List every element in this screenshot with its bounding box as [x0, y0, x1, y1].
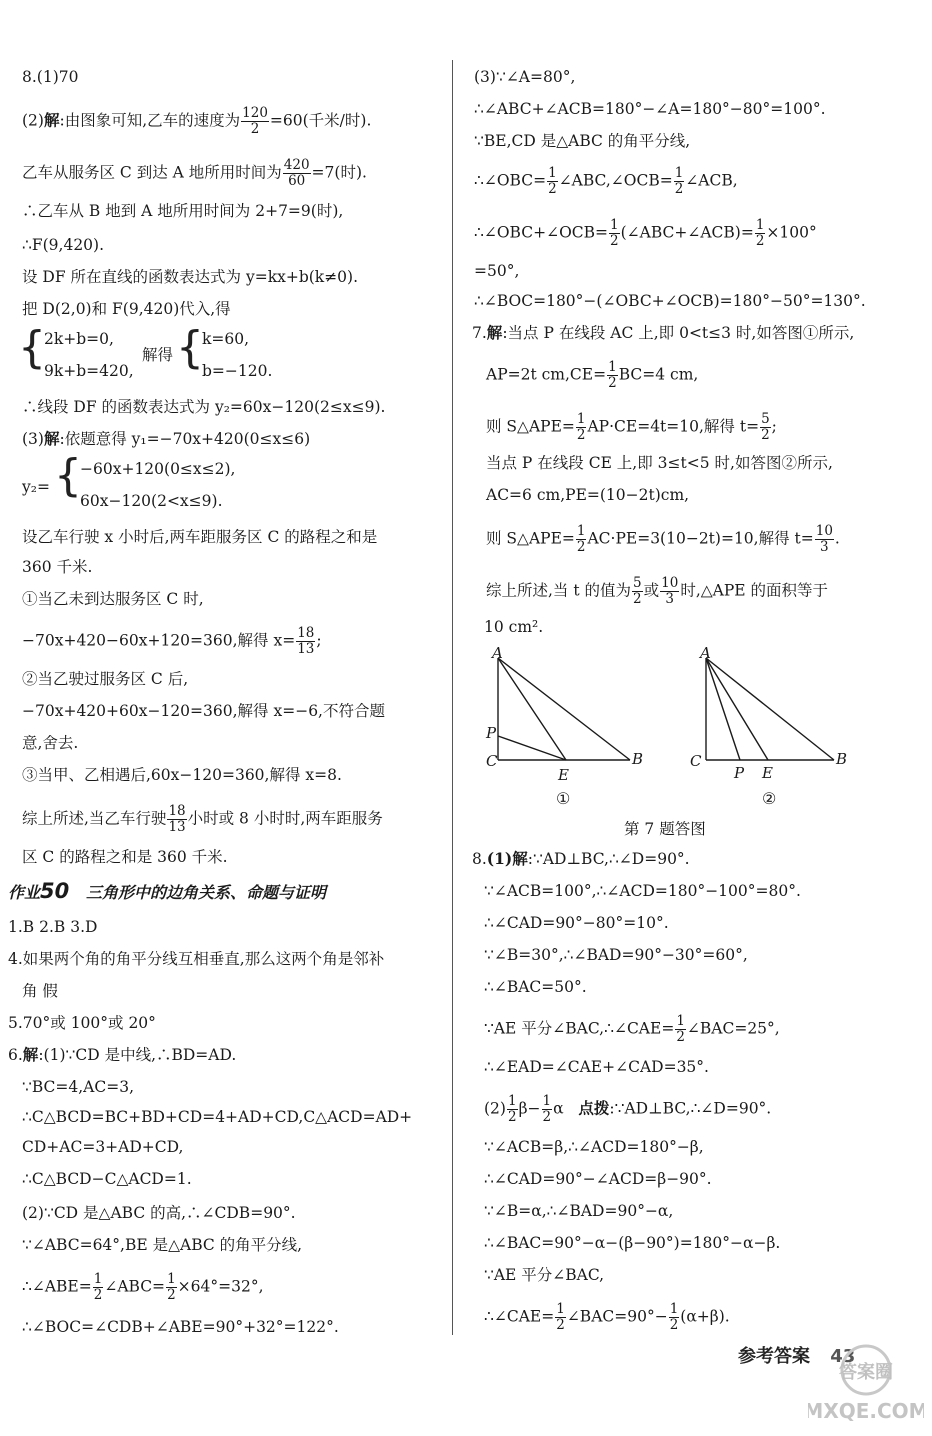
text-line: ③当甲、乙相遇后,60x−120=360,解得 x=8.: [22, 766, 342, 784]
footer-label: 参考答案: [738, 1346, 810, 1367]
text-line: (3)∵∠A=80°,: [474, 68, 576, 86]
q8-part2-line1: (2)解:由图象可知,乙车的速度为 $\frac{120}{2}$ =60(千米/时).: [22, 105, 372, 137]
text-line: ∴∠OBC+∠OCB= $\frac{1}{2}$ (∠ABC+∠ACB)= $\frac{1}{2}$ ×100°: [474, 217, 817, 249]
q6-line1: 6.解:(1)∵CD 是中线,∴BD=AD.: [8, 1045, 237, 1064]
watermark-logo: [808, 1344, 924, 1426]
text-line: ∴∠CAD=90°−80°=10°.: [484, 914, 669, 932]
label-b: B: [836, 750, 848, 768]
text-line: 当点 P 在线段 CE 上,即 3≤t<5 时,如答图②所示,: [486, 454, 833, 472]
label-a: A: [492, 644, 503, 662]
text-line: ∴线段 DF 的函数表达式为 y₂=60x−120(2≤x≤9).: [22, 398, 386, 416]
text-line: ∴C△BCD−C△ACD=1.: [22, 1170, 192, 1188]
text-line: ∴乙车从 B 地到 A 地所用时间为 2+7=9(时),: [22, 202, 344, 220]
text-line: −70x+420+60x−120=360,解得 x=−6,不符合题: [22, 702, 385, 720]
q8-part2-line2: 乙车从服务区 C 到达 A 地所用时间为 $\frac{420}{60}$ =7(时).: [22, 157, 367, 189]
text-line: 则 S△APE= $\frac{1}{2}$ AP·CE=4t=10,解得 t= $\frac{5}{2}$ ;: [486, 411, 777, 443]
fraction: $\frac{18}{13}$: [168, 803, 186, 835]
text-line: =50°,: [474, 262, 520, 280]
fraction: $\frac{120}{2}$: [242, 105, 268, 137]
text-line: 意,舍去.: [22, 734, 79, 752]
text-line: ∵∠B=α,∴∠BAD=90°−α,: [484, 1202, 674, 1220]
label-e: E: [762, 764, 773, 782]
label-e: E: [558, 766, 569, 784]
label-a: A: [700, 644, 711, 662]
text-line: ∴∠CAD=90°−∠ACD=β−90°.: [484, 1170, 712, 1188]
label-c: C: [486, 752, 498, 770]
q7-line1: 7.解:当点 P 在线段 AC 上,即 0<t≤3 时,如答图①所示,: [472, 323, 855, 342]
label-b: B: [632, 750, 644, 768]
label-p: P: [486, 724, 497, 742]
text-line: 5.70°或 100°或 20°: [8, 1014, 156, 1032]
text-line: 10 cm².: [484, 618, 544, 636]
text-line: ∵BE,CD 是△ABC 的角平分线,: [474, 132, 691, 150]
text-line: (2) $\frac{1}{2}$ β− $\frac{1}{2}$ α 点拨:∵AD⊥BC,∴∠D=90°.: [484, 1093, 772, 1125]
q8-line1: 8.(1)解:∵AD⊥BC,∴∠D=90°.: [472, 849, 690, 868]
text-line: ∵AE 平分∠BAC,∴∠CAE= $\frac{1}{2}$ ∠BAC=25°,: [484, 1013, 780, 1045]
text-line: AC=6 cm,PE=(10−2t)cm,: [486, 486, 690, 504]
text-line: 则 S△APE= $\frac{1}{2}$ AC·PE=3(10−2t)=10,解得 t= $\frac{10}{3}$ .: [486, 523, 840, 555]
text-line: 综上所述,当 t 的值为 $\frac{5}{2}$ 或 $\frac{10}{3}$ 时,△APE 的面积等于: [486, 575, 829, 607]
text-line: ②当乙驶过服务区 C 后,: [22, 670, 189, 688]
text-line: ∴∠CAE= $\frac{1}{2}$ ∠BAC=90°− $\frac{1}{2}$ (α+β).: [484, 1301, 730, 1333]
text-line: ∵∠B=30°,∴∠BAD=90°−30°=60°,: [484, 946, 748, 964]
text-line: 设 DF 所在直线的函数表达式为 y=kx+b(k≠0).: [22, 268, 359, 286]
text-line: (2)∵CD 是△ABC 的高,∴∠CDB=90°.: [22, 1204, 296, 1222]
text-line: 把 D(2,0)和 F(9,420)代入,得: [22, 300, 231, 318]
triangle-diagrams: [474, 640, 914, 840]
text-line: ∴∠BAC=90°−α−(β−90°)=180°−α−β.: [484, 1234, 781, 1252]
text-line: CD+AC=3+AD+CD,: [22, 1138, 184, 1156]
text-line: 360 千米.: [22, 558, 93, 576]
text-line: ①当乙未到达服务区 C 时,: [22, 590, 204, 608]
text-line: ∵AE 平分∠BAC,: [484, 1266, 605, 1284]
figure-caption: 第 7 题答图: [624, 820, 706, 838]
text-line: AP=2t cm,CE= $\frac{1}{2}$ BC=4 cm,: [486, 359, 699, 391]
text-line: ∵BC=4,AC=3,: [22, 1078, 135, 1096]
q8-part3: (3)解:依题意得 y₁=−70x+420(0≤x≤6): [22, 429, 311, 448]
text-line: ∴∠BOC=180°−(∠OBC+∠OCB)=180°−50°=130°.: [474, 292, 866, 310]
text-line: ∵∠ACB=β,∴∠ACD=180°−β,: [484, 1138, 704, 1156]
text-line: 1.B 2.B 3.D: [8, 918, 98, 936]
text-line: 设乙车行驶 x 小时后,两车距服务区 C 的路程之和是: [22, 528, 378, 546]
svg-text:答案圈: 答案圈: [839, 1362, 893, 1383]
text-line: ∴∠ABC+∠ACB=180°−∠A=180°−80°=100°.: [474, 100, 826, 118]
section-heading: 作业50 三角形中的边角关系、命题与证明: [8, 879, 326, 903]
text-line: −70x+420−60x+120=360,解得 x= $\frac{18}{13}$ ;: [22, 625, 322, 657]
figure-question-7: [474, 640, 914, 840]
column-divider: [452, 60, 453, 1335]
label-p: P: [734, 764, 745, 782]
text-line: ∴∠OBC= $\frac{1}{2}$ ∠ABC,∠OCB= $\frac{1}{2}$ ∠ACB,: [474, 165, 738, 197]
text-line: 区 C 的路程之和是 360 千米.: [22, 848, 228, 866]
text-line: 综上所述,当乙车行驶 $\frac{18}{13}$ 小时或 8 小时时,两车距服务: [22, 803, 383, 835]
label-c: C: [690, 752, 702, 770]
text-line: ∵∠ACB=100°,∴∠ACD=180°−100°=80°.: [484, 882, 801, 900]
figure-2-number: ②: [762, 789, 777, 808]
text-line: ∴∠BAC=50°.: [484, 978, 587, 996]
text-line: ∴F(9,420).: [22, 236, 105, 254]
text-line: 4.如果两个角的角平分线互相垂直,那么这两个角是邻补: [8, 950, 385, 968]
svg-text:MXQE.COM: MXQE.COM: [808, 1399, 924, 1423]
figure-1-number: ①: [556, 789, 571, 808]
text-line: ∴∠ABE= $\frac{1}{2}$ ∠ABC= $\frac{1}{2}$ ×64°=32°,: [22, 1271, 264, 1303]
page-number: 43: [830, 1346, 856, 1367]
fraction: $\frac{420}{60}$: [283, 157, 310, 189]
fraction: $\frac{18}{13}$: [297, 625, 315, 657]
text-line: ∴∠EAD=∠CAE+∠CAD=35°.: [484, 1058, 709, 1076]
text-line: 角 假: [22, 982, 58, 1000]
text-line: ∴∠BOC=∠CDB+∠ABE=90°+32°=122°.: [22, 1318, 339, 1336]
q8-part1: 8.(1)70: [22, 68, 79, 86]
text-line: ∴C△BCD=BC+BD+CD=4+AD+CD,C△ACD=AD+: [22, 1108, 413, 1126]
text-line: ∵∠ABC=64°,BE 是△ABC 的角平分线,: [22, 1236, 303, 1254]
